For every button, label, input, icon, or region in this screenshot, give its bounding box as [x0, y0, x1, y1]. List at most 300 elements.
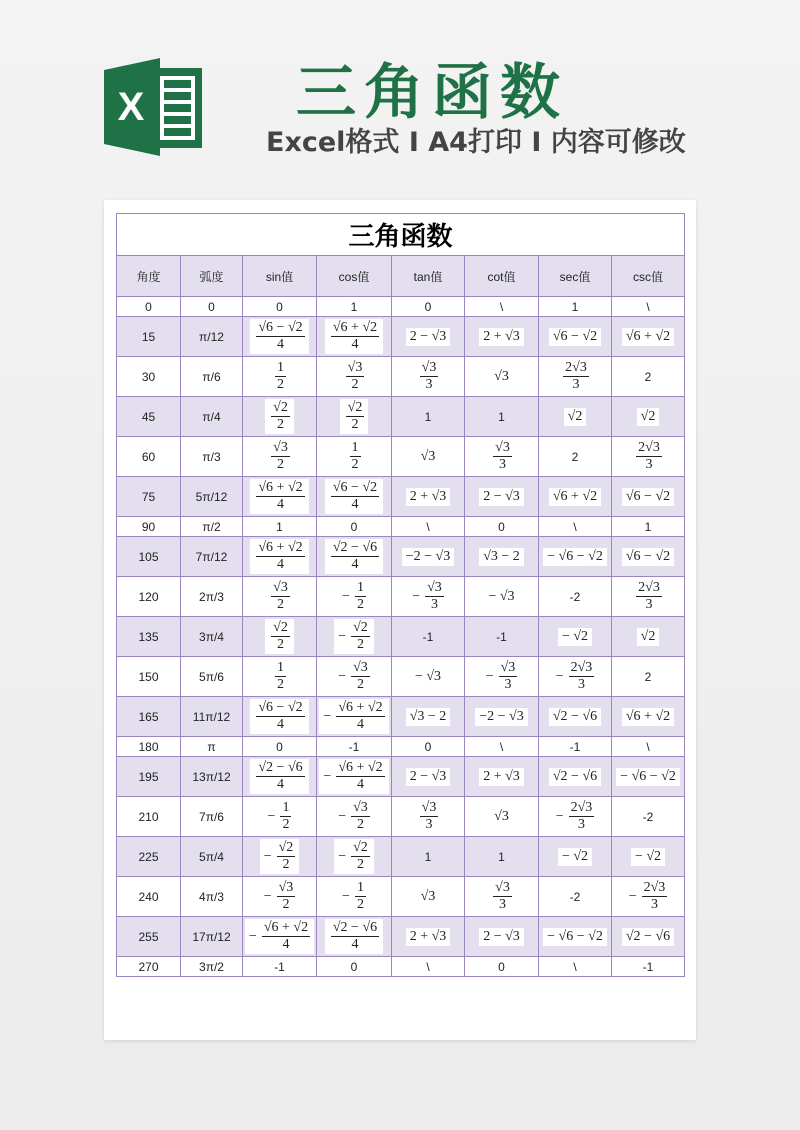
- table-cell[interactable]: 90: [117, 517, 181, 537]
- table-cell[interactable]: -1: [539, 737, 612, 757]
- numerator: √2: [278, 840, 294, 855]
- numerator: 2√3: [570, 800, 593, 815]
- table-cell[interactable]: 120: [117, 577, 181, 617]
- minus-sign: −: [248, 928, 257, 944]
- formula: 2 − √3: [406, 768, 451, 786]
- table-cell[interactable]: \: [612, 297, 685, 317]
- table-row: [117, 517, 685, 537]
- table-cell[interactable]: 2: [612, 657, 685, 697]
- denominator: 3: [650, 897, 658, 912]
- table-row: [117, 297, 685, 317]
- table-cell[interactable]: [243, 617, 317, 657]
- table-cell[interactable]: [317, 577, 392, 617]
- table-cell[interactable]: [317, 477, 392, 517]
- formula: √3: [494, 368, 509, 384]
- fraction: [340, 359, 369, 394]
- numerator: 1: [277, 660, 284, 675]
- table-cell[interactable]: [612, 437, 685, 477]
- fraction: [408, 579, 448, 614]
- table-cell[interactable]: [317, 797, 392, 837]
- table-cell[interactable]: 180: [117, 737, 181, 757]
- table-cell[interactable]: [465, 317, 539, 357]
- table-cell[interactable]: [612, 917, 685, 957]
- column-header[interactable]: sin值: [243, 256, 317, 297]
- table-cell[interactable]: [612, 757, 685, 797]
- table-cell[interactable]: 0: [465, 517, 539, 537]
- table-cell[interactable]: 17π/12: [181, 917, 243, 957]
- numerator: √6 + √2: [338, 700, 383, 715]
- table-cell[interactable]: [317, 357, 392, 397]
- denominator: 4: [276, 557, 284, 572]
- denominator: 3: [425, 817, 433, 832]
- denominator: 4: [351, 557, 359, 572]
- table-cell[interactable]: 1: [392, 397, 465, 437]
- fraction: [334, 619, 374, 654]
- table-cell[interactable]: 2: [612, 357, 685, 397]
- table-cell[interactable]: [392, 537, 465, 577]
- table-cell[interactable]: 240: [117, 877, 181, 917]
- table-cell[interactable]: 11π/12: [181, 697, 243, 737]
- table-cell[interactable]: [392, 657, 465, 697]
- table-cell[interactable]: -1: [392, 617, 465, 657]
- numerator: √6 + √2: [263, 920, 309, 935]
- table-cell[interactable]: 7π/12: [181, 537, 243, 577]
- numerator: √3: [500, 660, 516, 675]
- numerator: 2√3: [638, 440, 660, 455]
- table-cell[interactable]: [612, 837, 685, 877]
- table-cell[interactable]: 225: [117, 837, 181, 877]
- table-cell[interactable]: \: [539, 957, 612, 977]
- table-cell[interactable]: [612, 317, 685, 357]
- table-title[interactable]: 三角函数: [117, 214, 685, 256]
- table-cell[interactable]: 0: [243, 737, 317, 757]
- table-row: [117, 357, 685, 397]
- table-cell[interactable]: π/6: [181, 357, 243, 397]
- table-cell[interactable]: 3π/2: [181, 957, 243, 977]
- table-cell[interactable]: [392, 357, 465, 397]
- table-cell[interactable]: [392, 477, 465, 517]
- formula: − √6 − √2: [543, 548, 607, 566]
- fraction: [250, 539, 308, 574]
- numerator: √2: [353, 620, 368, 635]
- table-cell[interactable]: [243, 397, 317, 437]
- denominator: 3: [425, 377, 433, 392]
- table-row: [117, 697, 685, 737]
- table-cell[interactable]: [612, 617, 685, 657]
- fraction: [325, 479, 383, 514]
- table-cell[interactable]: 1: [465, 397, 539, 437]
- table-cell[interactable]: -1: [612, 957, 685, 977]
- table-cell[interactable]: -2: [539, 577, 612, 617]
- fraction: [250, 479, 308, 514]
- table-cell[interactable]: [317, 757, 392, 797]
- table-cell[interactable]: [539, 797, 612, 837]
- table-cell[interactable]: [612, 877, 685, 917]
- denominator: 2: [277, 677, 284, 692]
- minus-sign: −: [323, 708, 332, 724]
- formula: √2 − √6: [549, 708, 601, 726]
- formula: −2 − √3: [475, 708, 527, 726]
- table-cell[interactable]: [243, 437, 317, 477]
- table-cell[interactable]: π/2: [181, 517, 243, 537]
- table-cell[interactable]: [392, 437, 465, 477]
- table-cell[interactable]: 2π/3: [181, 577, 243, 617]
- table-cell[interactable]: -2: [612, 797, 685, 837]
- table-cell[interactable]: 0: [465, 957, 539, 977]
- table-cell[interactable]: [317, 617, 392, 657]
- table-cell[interactable]: [392, 797, 465, 837]
- table-row: [117, 397, 685, 437]
- denominator: 3: [499, 897, 506, 912]
- table-cell[interactable]: 165: [117, 697, 181, 737]
- table-cell[interactable]: 0: [117, 297, 181, 317]
- minus-sign: −: [267, 808, 276, 824]
- table-cell[interactable]: [539, 477, 612, 517]
- numerator: √2: [273, 620, 288, 635]
- fraction: [552, 659, 599, 694]
- table-cell[interactable]: [392, 757, 465, 797]
- fraction: [269, 359, 290, 394]
- table-row: [117, 657, 685, 697]
- table-cell[interactable]: [243, 757, 317, 797]
- table-cell[interactable]: 60: [117, 437, 181, 477]
- denominator: 2: [356, 597, 364, 612]
- table-cell[interactable]: [317, 917, 392, 957]
- table-cell[interactable]: 1: [243, 517, 317, 537]
- formula: √3 − 2: [479, 548, 524, 566]
- formula: 2 + √3: [406, 488, 451, 506]
- fraction: [269, 659, 290, 694]
- denominator: 4: [276, 777, 284, 792]
- table-cell[interactable]: [317, 537, 392, 577]
- fraction: [260, 839, 300, 874]
- fraction: [334, 659, 374, 694]
- table-cell[interactable]: [465, 877, 539, 917]
- table-cell[interactable]: 135: [117, 617, 181, 657]
- numerator: √3: [495, 880, 510, 895]
- column-header[interactable]: cos值: [317, 256, 392, 297]
- table-cell[interactable]: 195: [117, 757, 181, 797]
- numerator: 1: [351, 440, 359, 455]
- table-cell[interactable]: [465, 537, 539, 577]
- numerator: √6 + √2: [338, 760, 383, 775]
- formula: √6 − √2: [622, 548, 674, 566]
- minus-sign: −: [263, 848, 272, 864]
- column-header[interactable]: 角度: [117, 256, 181, 297]
- table-cell[interactable]: \: [612, 737, 685, 757]
- table-cell[interactable]: 5π/12: [181, 477, 243, 517]
- table-cell[interactable]: 1: [612, 517, 685, 537]
- table-cell[interactable]: [243, 537, 317, 577]
- fraction: [319, 699, 388, 734]
- numerator: √3: [353, 800, 368, 815]
- table-cell[interactable]: [243, 477, 317, 517]
- table-cell[interactable]: 5π/4: [181, 837, 243, 877]
- numerator: 2√3: [565, 360, 587, 375]
- table-cell[interactable]: 0: [317, 517, 392, 537]
- formula: √3: [420, 888, 436, 904]
- fraction: [414, 799, 443, 834]
- table-cell[interactable]: 270: [117, 957, 181, 977]
- table-row: [117, 737, 685, 757]
- table-cell[interactable]: [612, 697, 685, 737]
- formula: −2 − √3: [402, 548, 454, 566]
- excel-logo-icon: [104, 58, 204, 156]
- table-row: [117, 917, 685, 957]
- numerator: 1: [356, 580, 364, 595]
- denominator: 4: [351, 937, 359, 952]
- table-cell[interactable]: 1: [465, 837, 539, 877]
- fraction: [245, 919, 314, 954]
- table-cell[interactable]: 150: [117, 657, 181, 697]
- table-cell[interactable]: 0: [392, 737, 465, 757]
- minus-sign: −: [555, 668, 564, 684]
- denominator: 3: [572, 377, 580, 392]
- formula: − √3: [488, 588, 515, 604]
- numerator: √3: [347, 360, 363, 375]
- formula: √2 − √6: [622, 928, 674, 946]
- table-row: [117, 577, 685, 617]
- formula: 2 + √3: [479, 328, 524, 346]
- table-cell[interactable]: [243, 837, 317, 877]
- table-row: [117, 617, 685, 657]
- numerator: √3: [278, 880, 294, 895]
- table-cell[interactable]: [465, 577, 539, 617]
- denominator: 3: [645, 597, 653, 612]
- table-cell[interactable]: [243, 917, 317, 957]
- table-cell[interactable]: [465, 757, 539, 797]
- denominator: 2: [277, 457, 284, 472]
- table-cell[interactable]: 30: [117, 357, 181, 397]
- table-row: [117, 837, 685, 877]
- table-cell[interactable]: 3π/4: [181, 617, 243, 657]
- svg-text:X: X: [117, 85, 145, 129]
- denominator: 2: [351, 457, 359, 472]
- table-cell[interactable]: 210: [117, 797, 181, 837]
- denominator: 4: [356, 717, 364, 732]
- formula: 2 − √3: [479, 928, 524, 946]
- table-cell[interactable]: [317, 657, 392, 697]
- table-cell[interactable]: 75: [117, 477, 181, 517]
- numerator: √3: [421, 800, 437, 815]
- table-cell[interactable]: 255: [117, 917, 181, 957]
- table-cell[interactable]: 7π/6: [181, 797, 243, 837]
- minus-sign: −: [342, 588, 350, 604]
- fraction: [344, 439, 365, 474]
- table-row: [117, 437, 685, 477]
- minus-sign: −: [323, 768, 332, 784]
- table-cell[interactable]: 45: [117, 397, 181, 437]
- column-header[interactable]: csc值: [612, 256, 685, 297]
- fraction: [334, 799, 374, 834]
- table-cell[interactable]: [612, 477, 685, 517]
- fraction: [487, 879, 516, 914]
- column-header[interactable]: sec值: [539, 256, 612, 297]
- table-cell[interactable]: [539, 617, 612, 657]
- fraction: [414, 359, 443, 394]
- table-cell[interactable]: [317, 697, 392, 737]
- formula: √3: [494, 808, 509, 824]
- fraction: [325, 539, 383, 574]
- fraction: [482, 659, 522, 694]
- table-cell[interactable]: [465, 437, 539, 477]
- table-cell[interactable]: -1: [243, 957, 317, 977]
- table-cell[interactable]: [243, 357, 317, 397]
- table-cell[interactable]: [539, 657, 612, 697]
- table-cell[interactable]: [539, 397, 612, 437]
- column-header[interactable]: 弧度: [181, 256, 243, 297]
- table-cell[interactable]: [612, 397, 685, 437]
- table-cell[interactable]: 105: [117, 537, 181, 577]
- minus-sign: −: [412, 588, 421, 604]
- table-cell[interactable]: \: [392, 957, 465, 977]
- table-cell[interactable]: 1: [539, 297, 612, 317]
- minus-sign: −: [338, 808, 347, 824]
- table-cell[interactable]: \: [465, 737, 539, 757]
- spreadsheet-page: [104, 200, 696, 1040]
- formula: √2: [637, 628, 660, 646]
- numerator: √2: [347, 400, 363, 415]
- table-cell[interactable]: [465, 917, 539, 957]
- table-cell[interactable]: π/4: [181, 397, 243, 437]
- table-cell[interactable]: 2: [539, 437, 612, 477]
- denominator: 3: [577, 677, 585, 692]
- table-cell[interactable]: [539, 917, 612, 957]
- column-header[interactable]: tan值: [392, 256, 465, 297]
- denominator: 2: [277, 597, 284, 612]
- table-cell[interactable]: [317, 837, 392, 877]
- table-cell[interactable]: \: [539, 517, 612, 537]
- numerator: √6 − √2: [332, 480, 378, 495]
- table-cell[interactable]: [465, 697, 539, 737]
- denominator: 3: [645, 457, 653, 472]
- table-cell[interactable]: [243, 797, 317, 837]
- table-cell[interactable]: [539, 757, 612, 797]
- table-cell[interactable]: [392, 917, 465, 957]
- table-cell[interactable]: 1: [317, 297, 392, 317]
- formula: √3: [420, 448, 436, 464]
- table-cell[interactable]: \: [465, 297, 539, 317]
- numerator: √3: [353, 660, 368, 675]
- table-cell[interactable]: [317, 397, 392, 437]
- table-cell[interactable]: 5π/6: [181, 657, 243, 697]
- denominator: 4: [276, 337, 284, 352]
- numerator: √3: [273, 440, 288, 455]
- table-cell[interactable]: \: [392, 517, 465, 537]
- formula: √6 − √2: [622, 488, 674, 506]
- table-cell[interactable]: [243, 657, 317, 697]
- table-cell[interactable]: [243, 317, 317, 357]
- table-cell[interactable]: 0: [317, 957, 392, 977]
- table-cell[interactable]: 1: [392, 837, 465, 877]
- table-cell[interactable]: 0: [392, 297, 465, 317]
- table-row: [117, 317, 685, 357]
- minus-sign: −: [485, 668, 494, 684]
- table-cell[interactable]: [612, 577, 685, 617]
- table-cell[interactable]: π: [181, 737, 243, 757]
- table-row: [117, 797, 685, 837]
- table-cell[interactable]: -2: [539, 877, 612, 917]
- table-cell[interactable]: [539, 697, 612, 737]
- denominator: 4: [282, 937, 290, 952]
- table-cell[interactable]: -1: [317, 737, 392, 757]
- table-cell[interactable]: [612, 537, 685, 577]
- table-cell[interactable]: [392, 317, 465, 357]
- denominator: 2: [351, 417, 359, 432]
- table-cell[interactable]: 0: [181, 297, 243, 317]
- table-cell[interactable]: [317, 877, 392, 917]
- table-cell[interactable]: [539, 317, 612, 357]
- table-cell[interactable]: -1: [465, 617, 539, 657]
- minus-sign: −: [342, 888, 350, 904]
- table-cell[interactable]: [465, 357, 539, 397]
- denominator: 3: [577, 817, 585, 832]
- minus-sign: −: [338, 848, 347, 864]
- minus-sign: −: [263, 888, 272, 904]
- denominator: 2: [277, 637, 284, 652]
- denominator: 4: [351, 337, 359, 352]
- table-cell[interactable]: 4π/3: [181, 877, 243, 917]
- denominator: 3: [430, 597, 438, 612]
- fraction: [250, 759, 308, 794]
- table-cell[interactable]: 15: [117, 317, 181, 357]
- table-cell[interactable]: [465, 797, 539, 837]
- table-row: [117, 877, 685, 917]
- formula: − √6 − √2: [616, 768, 680, 786]
- denominator: 2: [351, 377, 359, 392]
- formula: − √6 − √2: [543, 928, 607, 946]
- table-cell[interactable]: [243, 697, 317, 737]
- denominator: 4: [356, 777, 364, 792]
- table-cell[interactable]: [317, 437, 392, 477]
- table-cell[interactable]: [539, 537, 612, 577]
- table-cell[interactable]: [243, 877, 317, 917]
- table-cell[interactable]: 0: [243, 297, 317, 317]
- numerator: 2√3: [643, 880, 666, 895]
- numerator: 2√3: [570, 660, 593, 675]
- table-cell[interactable]: [317, 317, 392, 357]
- denominator: 4: [351, 497, 359, 512]
- table-cell[interactable]: [392, 877, 465, 917]
- trig-table: [116, 213, 685, 977]
- table-cell[interactable]: π/12: [181, 317, 243, 357]
- fraction: [487, 439, 516, 474]
- fraction: [264, 799, 296, 834]
- fraction: [338, 879, 370, 914]
- table-cell[interactable]: [243, 577, 317, 617]
- numerator: √2 − √6: [332, 540, 378, 555]
- formula: √3 − 2: [406, 708, 451, 726]
- table-cell[interactable]: [392, 697, 465, 737]
- numerator: √6 + √2: [258, 480, 303, 495]
- table-row: [117, 957, 685, 977]
- minus-sign: −: [338, 628, 347, 644]
- numerator: √3: [273, 580, 288, 595]
- table-cell[interactable]: [465, 477, 539, 517]
- formula: √2: [564, 408, 587, 426]
- table-cell[interactable]: [465, 657, 539, 697]
- table-row: [117, 477, 685, 517]
- table-cell[interactable]: [539, 837, 612, 877]
- table-cell[interactable]: [392, 577, 465, 617]
- table-cell[interactable]: [539, 357, 612, 397]
- table-cell[interactable]: π/3: [181, 437, 243, 477]
- formula: − √2: [558, 628, 592, 646]
- table-cell[interactable]: 13π/12: [181, 757, 243, 797]
- formula: √6 + √2: [622, 328, 674, 346]
- column-header[interactable]: cot值: [465, 256, 539, 297]
- numerator: √6 − √2: [258, 320, 303, 335]
